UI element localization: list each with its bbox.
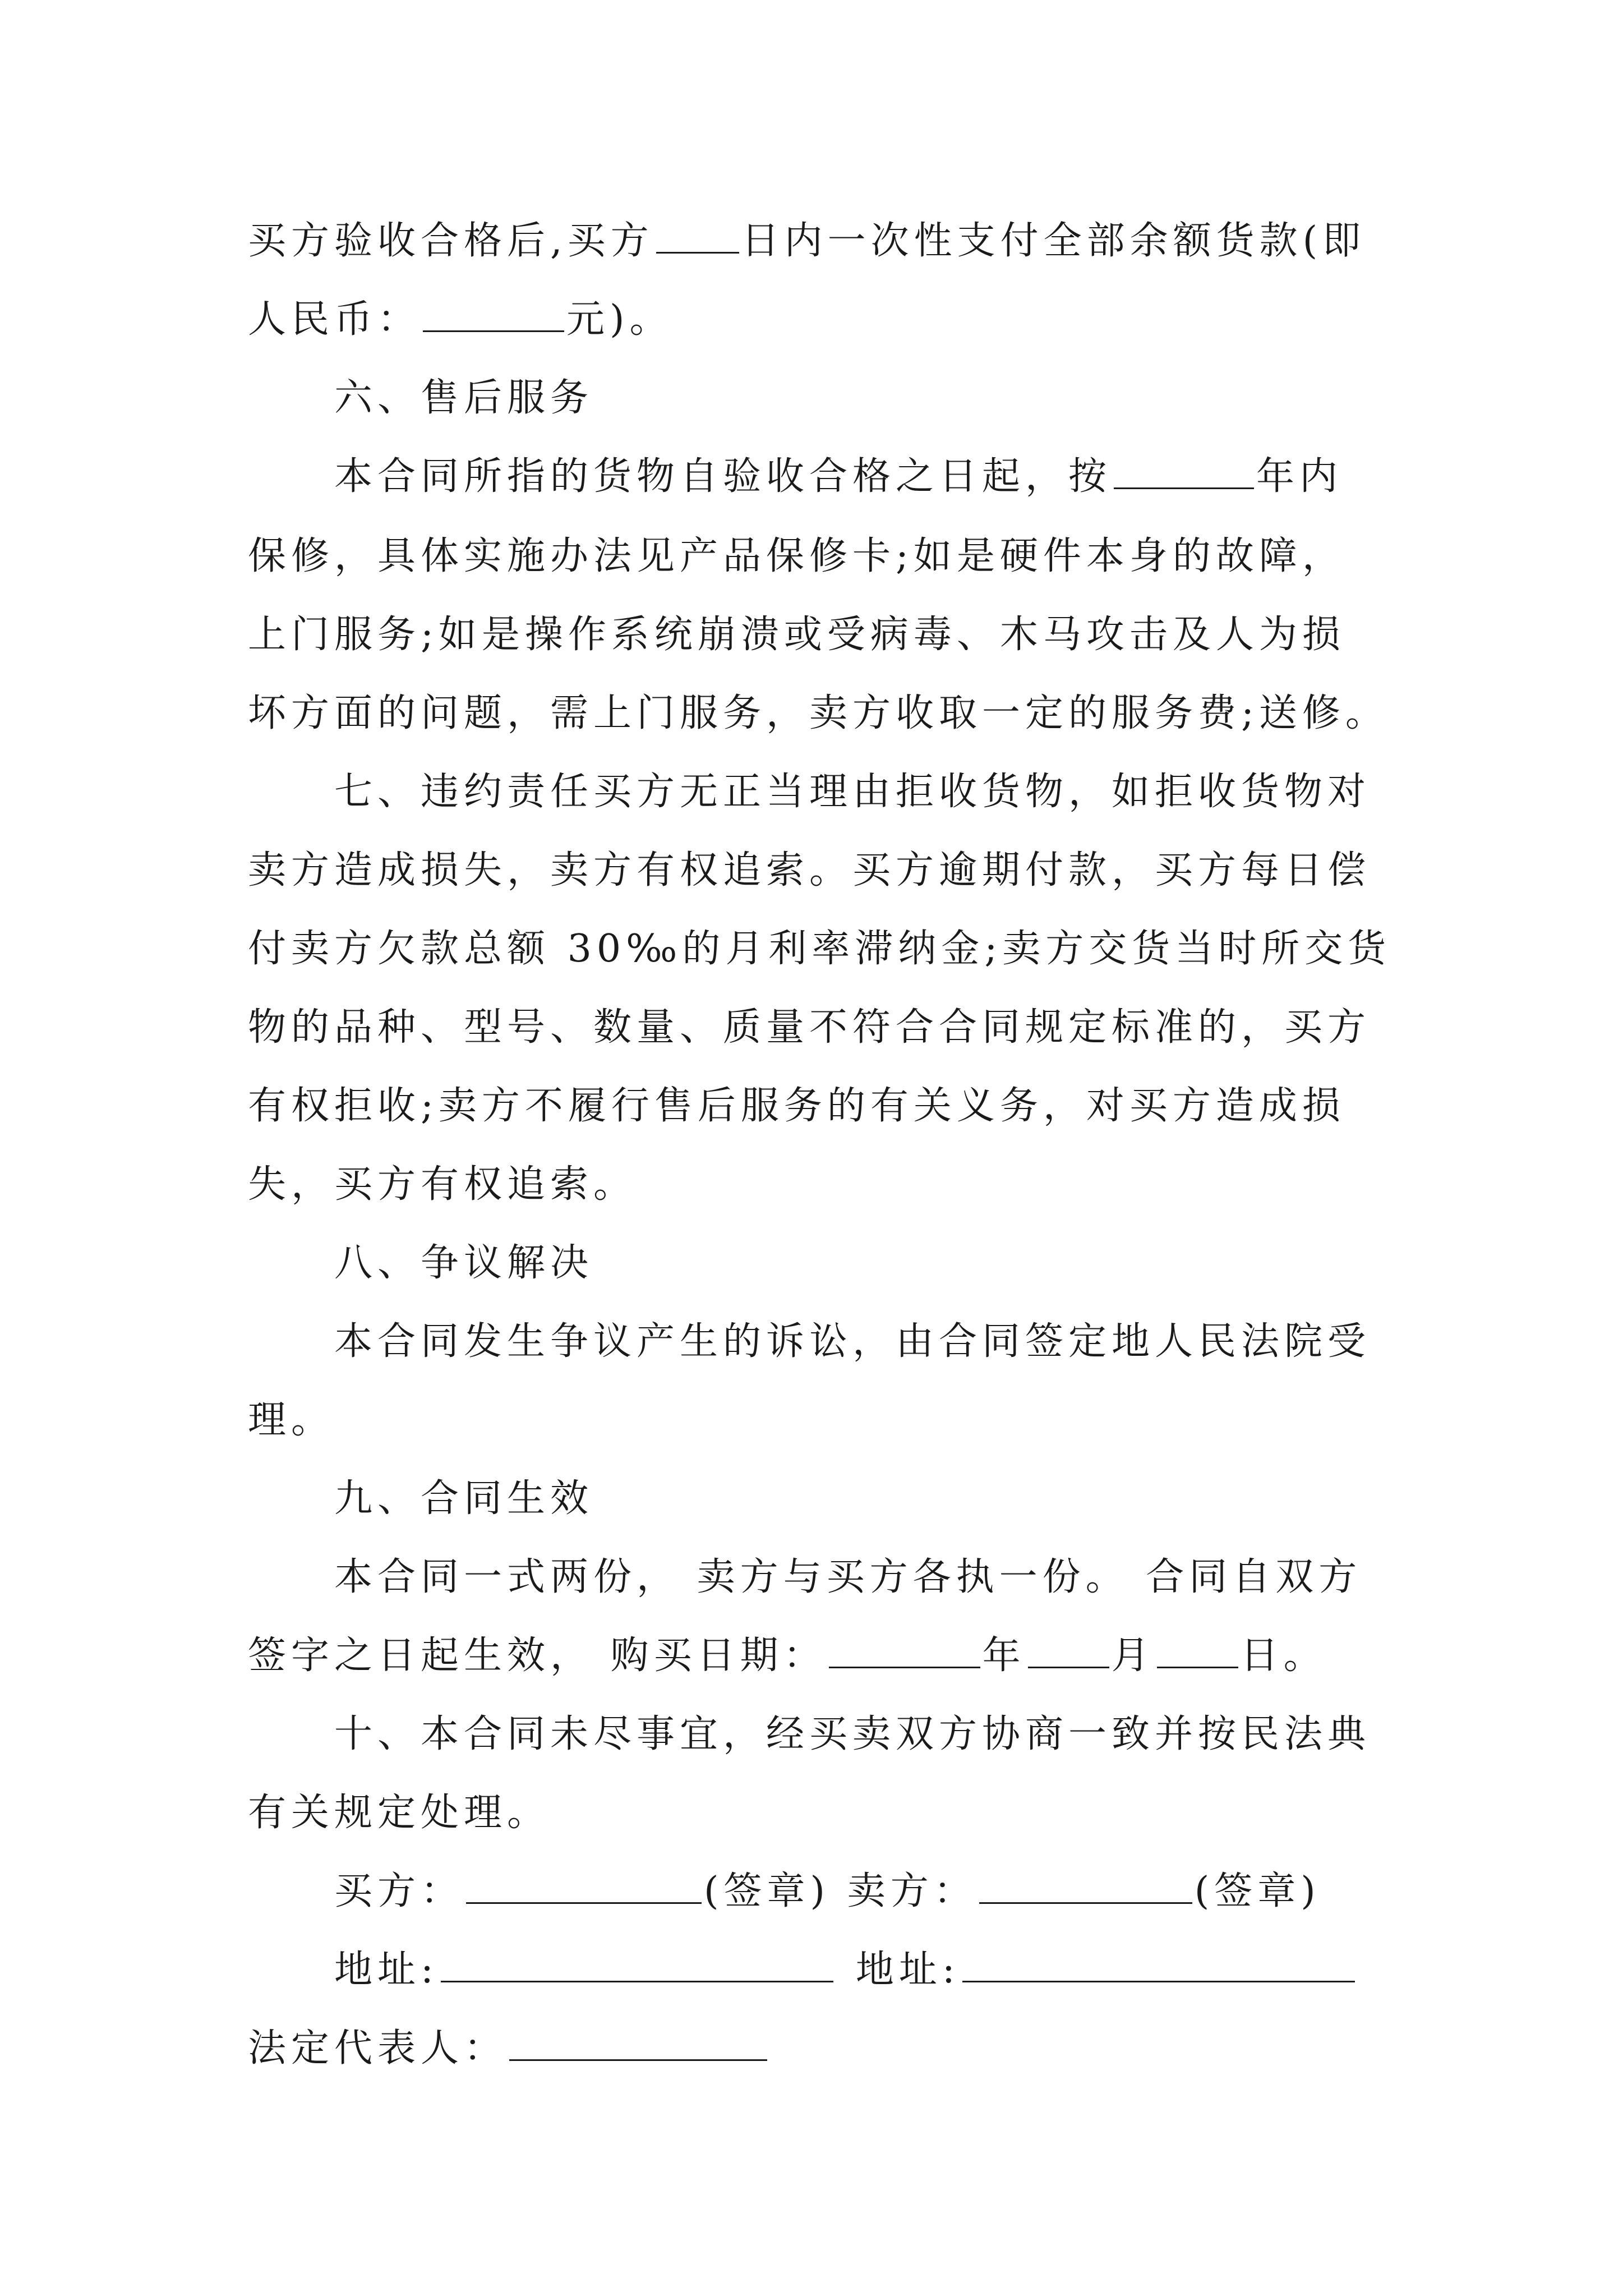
heading-text: 八、争议解决 <box>334 1241 594 1285</box>
text-segment: 十、本合同未尽事宜，经买卖双方协商一致并按民法典 <box>334 1712 1371 1756</box>
section-heading-effect <box>334 1471 593 1527</box>
text-segment: 签字之日起生效， 购买日期： <box>248 1634 827 1678</box>
address-line <box>334 1942 1357 1998</box>
month-blank <box>1028 1634 1109 1668</box>
text-segment: 日。 <box>1240 1634 1327 1678</box>
section-heading-dispute <box>334 1235 593 1291</box>
day-blank <box>1157 1634 1238 1668</box>
text-segment: 有关规定处理。 <box>248 1791 551 1835</box>
seller-label: (签章) 卖方： <box>704 1869 977 1913</box>
paragraph-line <box>334 1314 1371 1370</box>
paragraph-line <box>248 528 1345 585</box>
heading-text: 六、售后服务 <box>334 376 594 420</box>
amount-line <box>248 292 673 348</box>
paragraph-line <box>248 607 1345 663</box>
text-segment: 本合同一式两份， 卖方与买方各执一份。 合同自双方 <box>334 1555 1362 1599</box>
paragraph-line <box>248 1157 637 1213</box>
text-segment: 日内一次性支付全部余额货款(即 <box>741 219 1366 263</box>
text-segment: 人民币： <box>248 297 421 342</box>
text-segment: 年 <box>982 1634 1026 1678</box>
text-segment: 买方验收合格后,买方 <box>248 219 654 263</box>
heading-text: 九、合同生效 <box>334 1476 594 1521</box>
text-segment: 保修，具体实施办法见产品保修卡;如是硬件本身的故障， <box>248 534 1345 578</box>
text-segment: 年内 <box>1256 454 1343 499</box>
text-segment: 本合同所指的货物自验收合格之日起，按 <box>334 454 1112 499</box>
text-segment: 七、违约责任买方无正当理由拒收货物，如拒收货物对 <box>334 770 1371 814</box>
paragraph-line <box>248 921 1391 977</box>
warranty-line <box>334 449 1343 505</box>
amount-blank <box>423 298 564 332</box>
buyer-address-label: 地址: <box>334 1948 439 1992</box>
text-segment: 付卖方欠款总额 30‰的月利率滞纳金;卖方交货当时所交货 <box>248 927 1391 971</box>
days-blank <box>656 219 739 254</box>
legal-representative-line <box>248 2021 769 2077</box>
section-heading-after-sales <box>334 370 593 426</box>
paragraph-line <box>334 1549 1362 1605</box>
seller-address-blank <box>962 1948 1355 1982</box>
text-segment: 坏方面的问题，需上门服务，卖方收取一定的服务费;送修。 <box>248 691 1389 735</box>
section-heading-misc <box>334 1706 1371 1763</box>
text-segment: 有权拒收;卖方不履行售后服务的有关义务，对买方造成损 <box>248 1084 1345 1128</box>
text-segment: 失，买方有权追索。 <box>248 1162 637 1207</box>
signature-line <box>334 1864 1321 1920</box>
paragraph-line <box>248 843 1371 899</box>
text-segment: 上门服务;如是操作系统崩溃或受病毒、木马攻击及人为损 <box>248 613 1345 657</box>
text-segment: 元)。 <box>566 297 673 342</box>
seller-address-label: 地址: <box>855 1948 960 1992</box>
legal-representative-label: 法定代表人： <box>248 2026 508 2070</box>
buyer-address-blank <box>441 1948 833 1982</box>
section-heading-breach <box>334 764 1371 820</box>
paragraph-line <box>248 1785 550 1841</box>
text-segment: 物的品种、型号、数量、质量不符合合同规定标准的，买方 <box>248 1005 1371 1050</box>
warranty-years-blank <box>1114 455 1254 489</box>
text-segment: 本合同发生争议产生的诉讼，由合同签定地人民法院受 <box>334 1319 1371 1364</box>
purchase-date-line <box>248 1628 1327 1684</box>
paragraph-line <box>248 1000 1371 1056</box>
text-segment: 理。 <box>248 1398 335 1442</box>
paragraph-line <box>248 1078 1345 1134</box>
payment-balance-line <box>248 213 1366 269</box>
paragraph-line <box>248 1392 334 1448</box>
buyer-signature-blank <box>466 1870 702 1904</box>
legal-representative-blank <box>509 2027 767 2061</box>
seller-signature-blank <box>979 1870 1192 1904</box>
paragraph-line <box>248 685 1389 742</box>
buyer-label: 买方： <box>334 1869 464 1913</box>
text-segment: 月 <box>1111 1634 1155 1678</box>
text-segment: 卖方造成损失，卖方有权追索。买方逾期付款，买方每日偿 <box>248 848 1371 892</box>
seal-label: (签章) <box>1194 1869 1321 1913</box>
year-blank <box>829 1634 980 1668</box>
